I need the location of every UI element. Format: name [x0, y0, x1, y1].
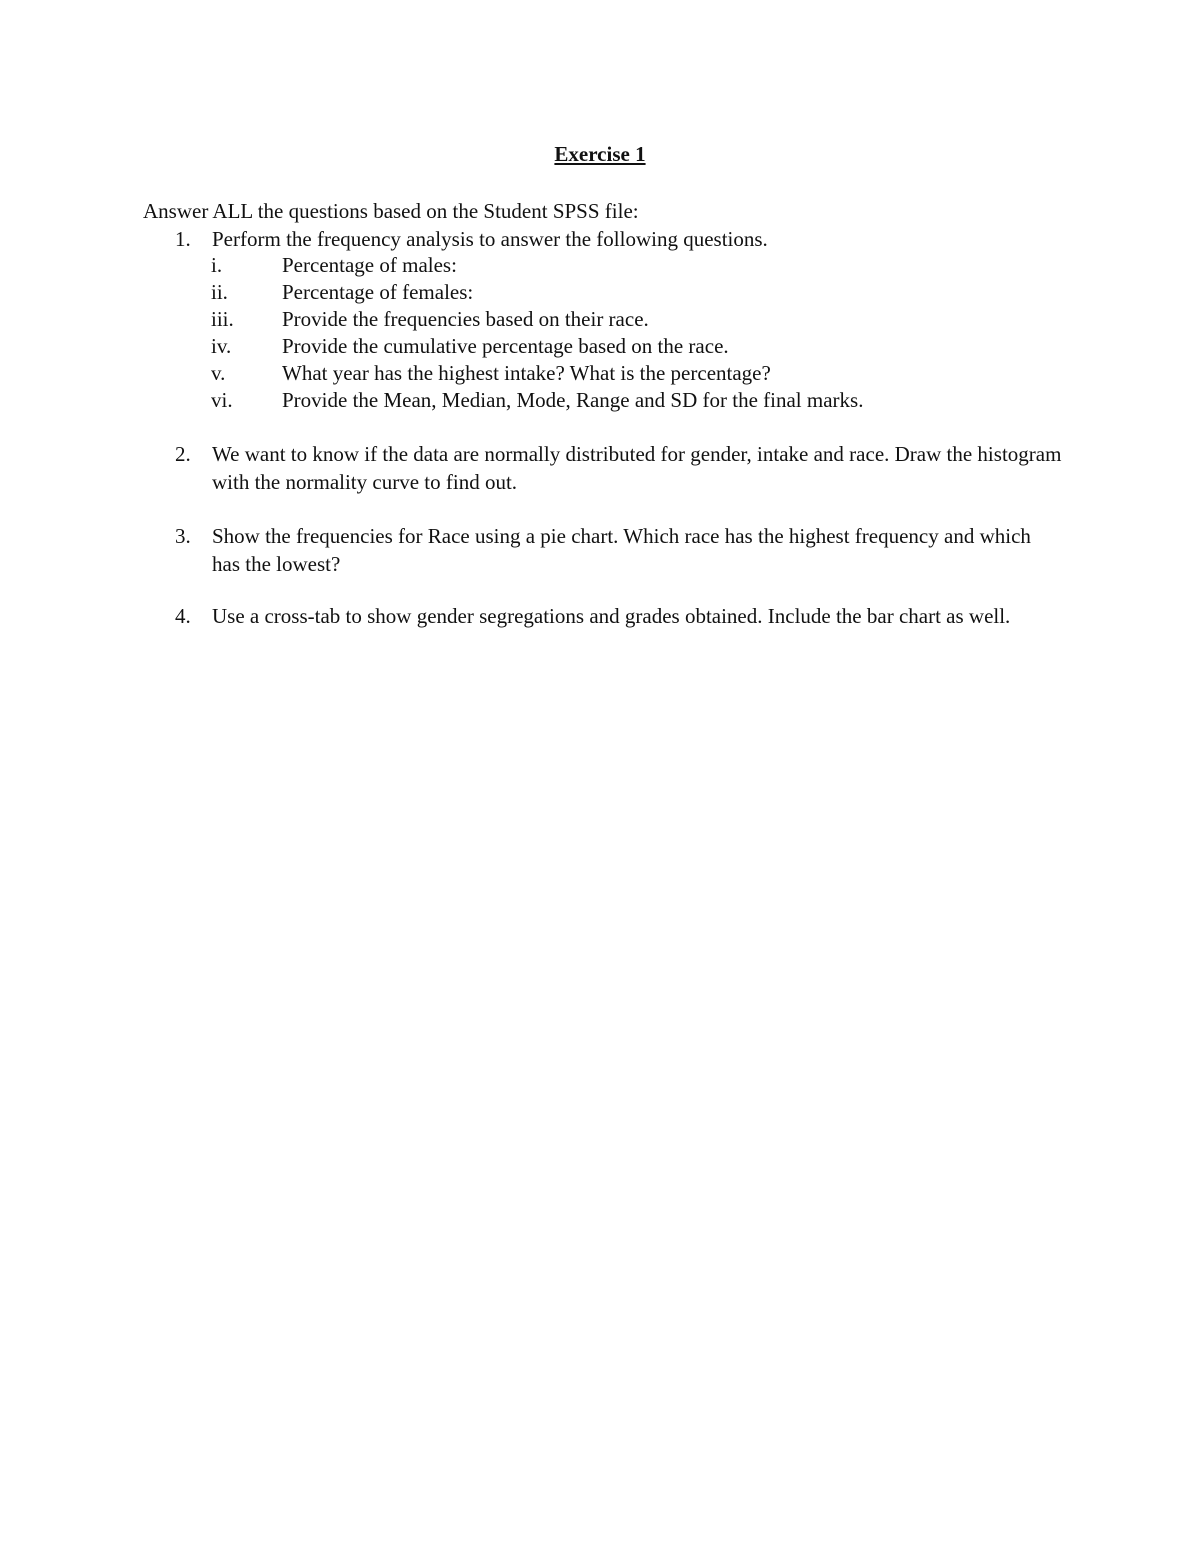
- sub-question-text: Percentage of males:: [282, 253, 457, 277]
- sub-question-numeral: v.: [211, 361, 226, 385]
- question-text: Perform the frequency analysis to answer the following questions.: [212, 227, 768, 251]
- sub-question-text: Percentage of females:: [282, 280, 474, 304]
- question-text: Show the frequencies for Race using a pie chart. Which race has the highest frequency and which has the lowest?: [212, 524, 1031, 576]
- sub-question-text: Provide the frequencies based on their race.: [282, 307, 649, 331]
- sub-question-numeral: i.: [211, 253, 223, 277]
- sub-question-text: What year has the highest intake? What is the percentage?: [282, 361, 771, 385]
- question-number: 2.: [175, 442, 191, 466]
- question-text: Use a cross-tab to show gender segregations and grades obtained. Include the bar chart as well.: [212, 604, 1011, 628]
- document-title: Exercise 1: [554, 142, 646, 166]
- question-2: [143, 440, 1063, 496]
- question-4: [143, 602, 1063, 630]
- sub-question-text: Provide the cumulative percentage based on the race.: [282, 334, 729, 358]
- question-3: [143, 522, 1063, 578]
- sub-question-numeral: iv.: [211, 334, 232, 358]
- sub-question-numeral: iii.: [211, 307, 234, 331]
- question-text: We want to know if the data are normally distributed for gender, intake and race. Draw the histogram with the normality curve to find out.: [212, 442, 1062, 494]
- question-number: 4.: [175, 604, 191, 628]
- instructions: Answer ALL the questions based on the Student SPSS file:: [143, 199, 639, 223]
- sub-question-numeral: ii.: [211, 280, 228, 304]
- sub-question-numeral: vi.: [211, 388, 233, 412]
- sub-question-text: Provide the Mean, Median, Mode, Range and SD for the final marks.: [282, 388, 864, 412]
- question-number: 1.: [175, 227, 191, 251]
- question-number: 3.: [175, 524, 191, 548]
- question-1: [143, 225, 1063, 253]
